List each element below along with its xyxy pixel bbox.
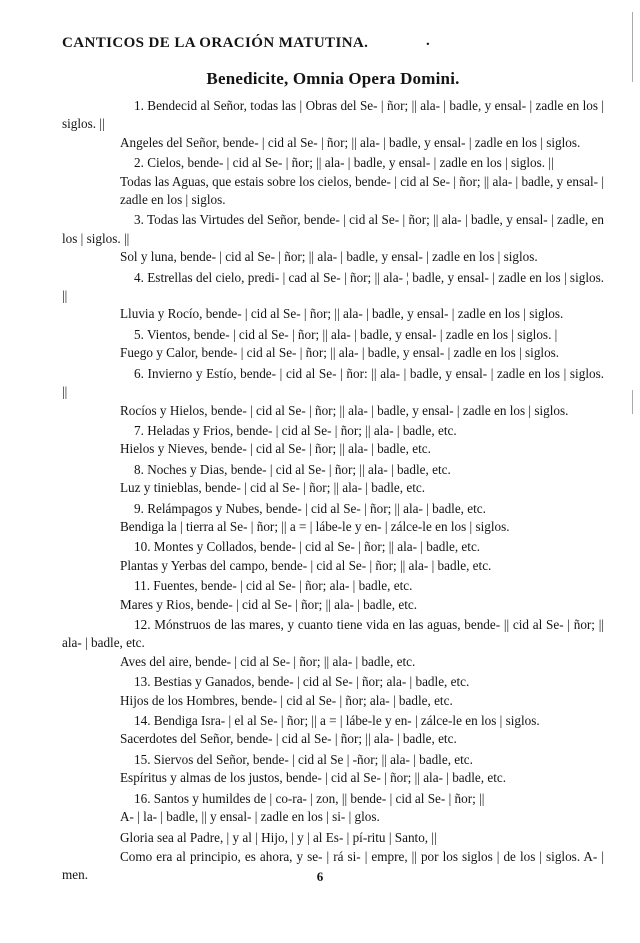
- verse-12-response: Aves del aire, bende- | cid al Se- | ñor; || ala- | badle, etc.: [120, 653, 416, 669]
- verse-10: [62, 538, 604, 556]
- verse-text: Fuentes, bende- | cid al Se- | ñor; ala- | badle, etc.: [153, 578, 413, 594]
- verse-number: 4.: [134, 269, 144, 285]
- verse-text: Santos y humildes de | co-ra- | zon, || bende- | cid al Se- | ñor; ||: [153, 790, 485, 806]
- verse-number: 2.: [134, 155, 144, 171]
- verse-text: Noches y Dias, bende- | cid al Se- | ñor; || ala- | badle, etc.: [147, 461, 451, 477]
- verse-number: 8.: [134, 461, 144, 477]
- verse-5-response: Fuego y Calor, bende- | cid al Se- | ñor; || ala- | badle, y ensal- | zadle en los | siglos.: [120, 345, 560, 361]
- verse-4-response: Lluvia y Rocío, bende- | cid al Se- | ñor; || ala- | badle, y ensal- | zadle en los | siglos.: [120, 306, 564, 322]
- verse-text: Bendiga Isra- | el al Se- | ñor; || a = | lábe-le y en- | zálce-le en los | siglos.: [153, 713, 540, 728]
- page-number: 6: [316, 869, 324, 884]
- verse-text: Invierno y Estío, bende- | cid al Se- | ñor: || ala- | badle, y ensal- | zadle en los | siglos. ||: [62, 365, 605, 400]
- verse-text: Todas las Virtudes del Señor, bende- | cid al Se- | ñor; || ala- | badle, y ensal- | zadle, en los | siglos. ||: [62, 212, 604, 246]
- verse-6-response: Rocíos y Hielos, bende- | cid al Se- | ñor; || ala- | badle, y ensal- | zadle en los | siglos.: [120, 402, 569, 418]
- verse-text: Mónstruos de las mares, y cuanto tiene vida en las aguas, bende- || cid al Se- | ñor; || ala- | badle, etc.: [62, 616, 605, 651]
- verse-11-response: Mares y Rios, bende- | cid al Se- | ñor; || ala- | badle, etc.: [120, 596, 418, 612]
- verse-number: 14.: [134, 713, 151, 728]
- verse-2: [62, 154, 604, 172]
- verse-14: [62, 712, 604, 730]
- verse-number: 5.: [134, 326, 144, 342]
- verse-8-response: Luz y tinieblas, bende- | cid al Se- | ñor; || ala- | badle, etc.: [120, 480, 426, 496]
- verse-text: Relámpagos y Nubes, bende- | cid al Se- | ñor; || ala- | badle, etc.: [147, 500, 486, 516]
- page-edge-shadow: [632, 12, 633, 82]
- verse-text: Vientos, bende- | cid al Se- | ñor; || ala- | badle, y ensal- | zadle en los | siglos. |: [146, 326, 558, 342]
- verse-13-response: Hijos de los Hombres, bende- | cid al Se- | ñor; ala- | badle, etc.: [120, 692, 453, 708]
- verse-2-response: Todas las Aguas, que estais sobre los cielos, bende- | cid al Se- | ñor; || ala- | badle, y ensal- | zadle en los | siglos.: [120, 173, 604, 208]
- verse-16-response: A- | la- | badle, || y ensal- | zadle en los | si- | glos.: [120, 809, 380, 825]
- verse-13: [62, 673, 604, 691]
- canticle-title: Benedicite, Omnia Opera Domini.: [206, 69, 460, 88]
- verse-number: 6.: [134, 365, 144, 381]
- verse-3-response: Sol y luna, bende- | cid al Se- | ñor; || ala- | badle, y ensal- | zadle en los | siglos.: [120, 249, 538, 265]
- verse-15: [62, 751, 604, 769]
- verse-number: 9.: [134, 500, 144, 516]
- gloria-patri: Gloria sea al Padre, | y al | Hijo, | y | al Es- | pí-ritu | Santo, ||: [120, 830, 437, 846]
- verse-text: Montes y Collados, bende- | cid al Se- | ñor; || ala- | badle, etc.: [153, 539, 481, 555]
- verse-number: 7.: [134, 422, 144, 438]
- running-head-dot: .: [426, 33, 431, 49]
- verse-text: Siervos del Señor, bende- | cid al Se | -ñor; || ala- | badle, etc.: [153, 751, 473, 767]
- verse-11: [62, 577, 604, 595]
- verse-14-response: Sacerdotes del Señor, bende- | cid al Se- | ñor; || ala- | badle, etc.: [120, 731, 457, 747]
- verse-16: [62, 790, 604, 808]
- verse-10-response: Plantas y Yerbas del campo, bende- | cid al Se- | ñor; || ala- | badle, etc.: [120, 557, 492, 573]
- verse-number: 1.: [134, 98, 144, 113]
- verse-number: 16.: [134, 790, 151, 806]
- verse-9: [62, 500, 604, 518]
- page-edge-shadow: [632, 390, 633, 414]
- verse-text: Bestias y Ganados, bende- | cid al Se- | ñor; ala- | badle, etc.: [153, 674, 470, 690]
- verse-text: Cielos, bende- | cid al Se- | ñor; || ala- | badle, y ensal- | zadle en los | siglos. ||: [147, 155, 554, 171]
- verse-number: 10.: [134, 539, 151, 555]
- verse-6: [62, 365, 604, 402]
- running-head: [62, 35, 604, 57]
- verse-1: [62, 97, 604, 134]
- verse-7: [62, 422, 604, 440]
- verse-number: 3.: [134, 212, 144, 228]
- verse-number: 13.: [134, 674, 151, 690]
- canticle-body: [62, 97, 604, 885]
- verse-3: [62, 211, 604, 248]
- sicut-erat: Como era al principio, es ahora, y se- | rá si- | empre, || por los siglos | de los | siglos. A- | men.: [62, 848, 604, 883]
- running-head-text: CANTICOS DE LA ORACIÓN MATUTINA.: [62, 35, 369, 51]
- verse-1-response: Angeles del Señor, bende- | cid al Se- | ñor; || ala- | badle, y ensal- | zadle en los | siglos.: [120, 134, 581, 150]
- verse-7-response: Hielos y Nieves, bende- | cid al Se- | ñor; || ala- | badle, etc.: [120, 441, 431, 457]
- verse-8: [62, 461, 604, 479]
- verse-number: 11.: [134, 578, 150, 594]
- verse-text: Bendecid al Señor, todas las | Obras del Se- | ñor; || ala- | badle, y ensal- | zadle en los | siglos. ||: [62, 98, 604, 132]
- verse-number: 12.: [134, 616, 151, 632]
- verse-4: [62, 269, 604, 306]
- verse-15-response: Espíritus y almas de los justos, bende- | cid al Se- | ñor; || ala- | badle, etc.: [120, 770, 507, 786]
- verse-12: [62, 616, 604, 653]
- verse-5: [62, 326, 604, 344]
- verse-9-response: Bendiga la | tierra al Se- | ñor; || a = | lábe-le y en- | zálce-le en los | siglos.: [120, 518, 510, 534]
- verse-number: 15.: [134, 751, 151, 767]
- verse-text: Heladas y Frios, bende- | cid al Se- | ñor; || ala- | badle, etc.: [147, 422, 457, 438]
- verse-text: Estrellas del cielo, predi- | cad al Se- | ñor; || ala- ¦ badle, y ensal- | zadle en los | siglos. ||: [62, 269, 605, 304]
